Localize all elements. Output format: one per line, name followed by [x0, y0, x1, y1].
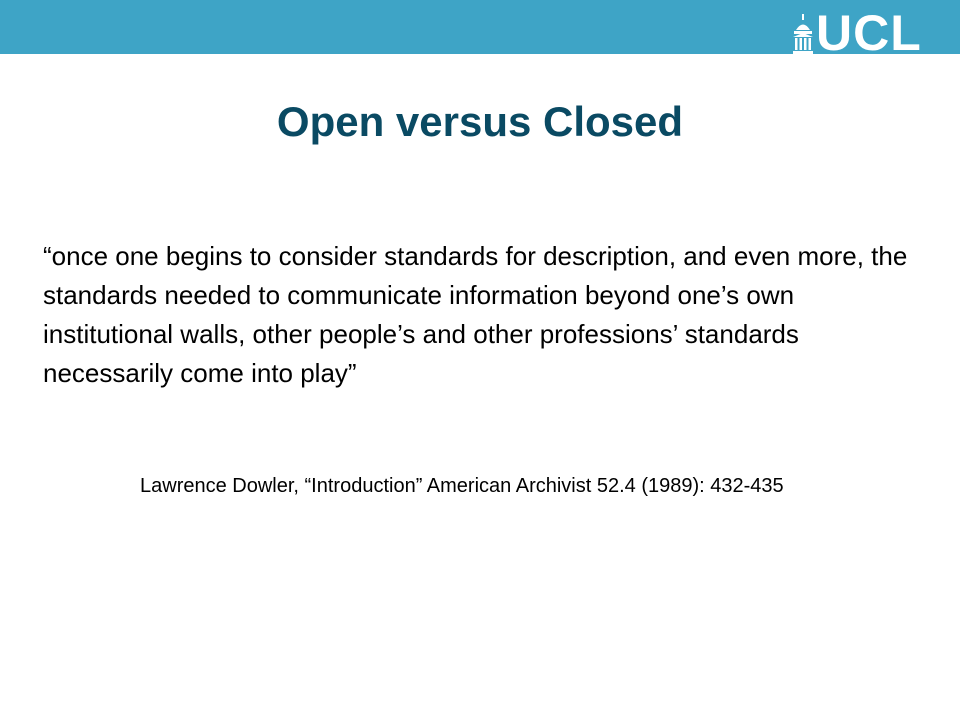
quote-text: “once one begins to consider standards for description, and even more, the standards needed to communicate information beyond one’s own institutional walls, other people’s and other professions’ standards necessarily come into play” — [43, 241, 908, 388]
ucl-portico-icon — [792, 14, 814, 54]
slide-title: Open versus Closed — [276, 98, 684, 145]
ucl-logo — [792, 5, 922, 61]
logo-text: UCL — [816, 5, 922, 61]
citation-text: Lawrence Dowler, “Introduction” American Archivist 52.4 (1989): 432-435 — [140, 475, 784, 497]
